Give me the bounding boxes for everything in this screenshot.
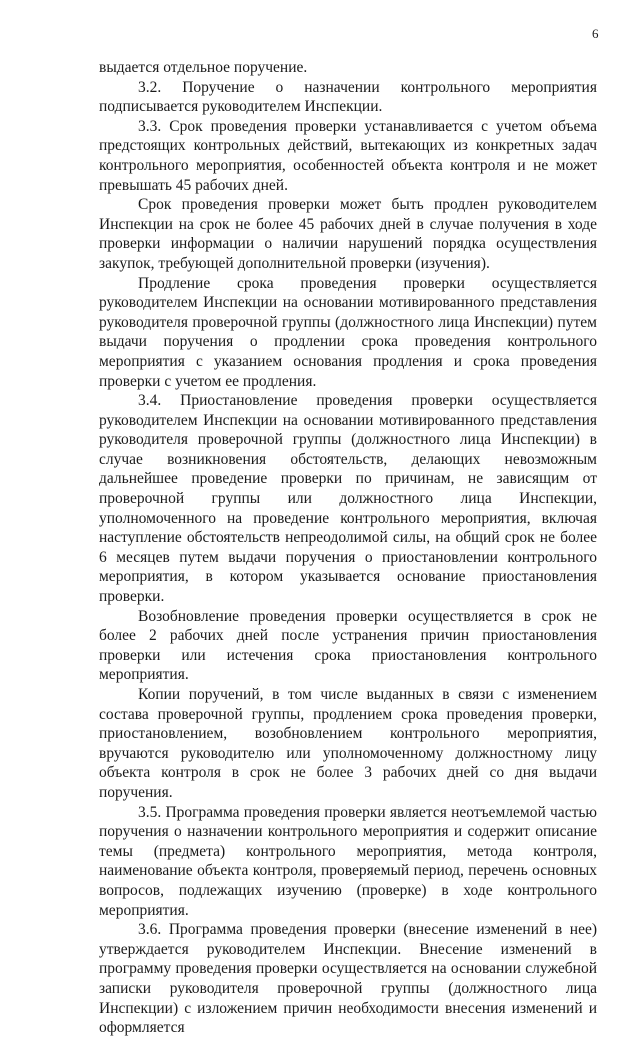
- paragraph: Срок проведения проверки может быть продлен руководителем Инспекции на срок не более 45 рабочих дней в случае получения в ходе проверки информации о наличии нарушений порядка осуществления закупок, требующей дополнительной проверки (изучения).: [99, 196, 597, 272]
- paragraph: 3.5. Программа проведения проверки является неотъемлемой частью поручения о назначении контрольного мероприятия и содержит описание темы (предмета) контрольного мероприятия, метода контроля, наименование объекта контроля, проверяемый период, перечень основных вопросов, подлежащих изучению (проверке) в ходе контрольного мероприятия.: [99, 803, 597, 919]
- paragraph: Возобновление проведения проверки осуществляется в срок не более 2 рабочих дней после устранения причин приостановления проверки или истечения срока приостановления контрольного мероприятия.: [99, 607, 597, 684]
- paragraph: 3.3. Срок проведения проверки устанавливается с учетом объема предстоящих контрольных действий, вытекающих из конкретных задач контрольного мероприятия, особенностей объекта контроля и не может превышать 45 рабочих дней.: [99, 117, 597, 194]
- paragraph: 3.6. Программа проведения проверки (внесение изменений в нее) утверждается руководителем Инспекции. Внесение изменений в программу проведения проверки осуществляется на основании служебной записки руководителя проверочной группы (должностного лица Инспекции) с изложением причин необходимости внесения изменений и оформляется: [99, 921, 597, 1037]
- page-number: 6: [592, 26, 599, 41]
- document-body: [99, 58, 597, 1038]
- paragraph: Копии поручений, в том числе выданных в связи с изменением состава проверочной группы, продлением срока проведения проверки, приостановлением, возобновлением контрольного мероприятия, вручаются руководителю или уполномоченному должностному лицу объекта контроля в срок не более 3 рабочих дней со дня выдачи поручения.: [99, 686, 597, 801]
- paragraph: 3.4. Приостановление проведения проверки осуществляется руководителем Инспекции на основании мотивированного представления руководителя проверочной группы (должностного лица Инспекции) в случае возникновения обстоятельств, делающих невозможным дальнейшее проведение проверки по причинам, не зависящим от проверочной группы или должностного лица Инспекции, уполномоченного на проведение контрольного мероприятия, включая наступление обстоятельств непреодолимой силы, на общий срок не более 6 месяцев путем выдачи поручения о приостановлении контрольного мероприятия, в котором указывается основание приостановления проверки.: [99, 392, 597, 606]
- paragraph: выдается отдельное поручение.: [99, 59, 308, 76]
- paragraph: Продление срока проведения проверки осуществляется руководителем Инспекции на основании мотивированного представления руководителя проверочной группы (должностного лица Инспекции) путем выдачи поручения о продлении срока проведения контрольного мероприятия с указанием основания продления и срока проведения проверки с учетом ее продления.: [99, 274, 597, 390]
- paragraph: 3.2. Поручение о назначении контрольного мероприятия подписывается руководителем Инспекции.: [99, 78, 597, 116]
